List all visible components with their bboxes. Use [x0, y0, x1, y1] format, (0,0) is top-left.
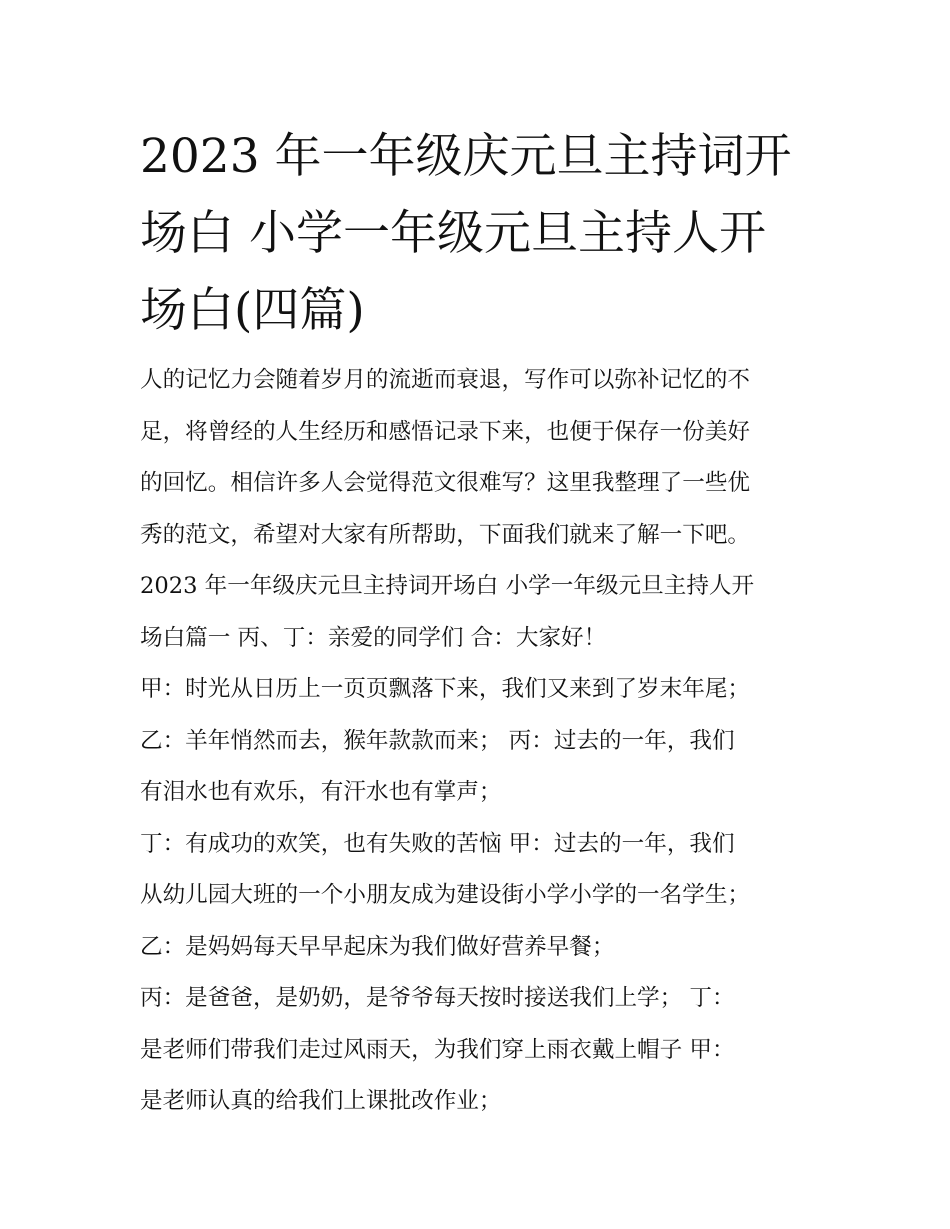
document-title: [140, 118, 815, 349]
body-line: 乙：羊年悄然而去，猴年款款而来； 丙：过去的一年，我们: [140, 727, 735, 754]
body-line: 2023 年一年级庆元旦主持词开场白 小学一年级元旦主持人开: [140, 573, 755, 599]
body-line: 丙：是爸爸，是奶奶，是爷爷每天按时接送我们上学； 丁：: [140, 985, 735, 1011]
body-line: 是老师们带我们走过风雨天，为我们穿上雨衣戴上帽子 甲：: [140, 1036, 735, 1063]
body-line: 人的记忆力会随着岁月的流逝而衰退，写作可以弥补记忆的不: [140, 367, 751, 393]
body-line: 秀的范文，希望对大家有所帮助，下面我们就来了解一下吧。: [140, 521, 751, 548]
body-line: 是老师认真的给我们上课批改作业；: [140, 1088, 502, 1114]
body-line: 足，将曾经的人生经历和感悟记录下来，也便于保存一份美好: [140, 418, 751, 445]
title-line: 场白(四篇): [140, 283, 365, 338]
body-line: 甲：时光从日历上一页页飘落下来，我们又来到了岁末年尾；: [140, 676, 751, 702]
body-line: 的回忆。相信许多人会觉得范文很难写？这里我整理了一些优: [140, 470, 751, 496]
body-line: 从幼儿园大班的一个小朋友成为建设街小学小学的一名学生；: [140, 882, 751, 908]
body-line: 场白篇一 丙、丁：亲爱的同学们 合：大家好！: [140, 624, 607, 651]
title-line: 场白 小学一年级元旦主持人开: [140, 206, 766, 261]
body-line: 有泪水也有欢乐，有汗水也有掌声；: [140, 779, 502, 805]
body-line: 丁：有成功的欢笑，也有失败的苦恼 甲：过去的一年，我们: [140, 830, 735, 857]
body-line: 乙：是妈妈每天早早起床为我们做好营养早餐；: [140, 933, 615, 960]
document-body: [140, 355, 815, 1128]
title-line: 2023 年一年级庆元旦主持词开: [140, 129, 792, 184]
document-content: [140, 118, 815, 1128]
